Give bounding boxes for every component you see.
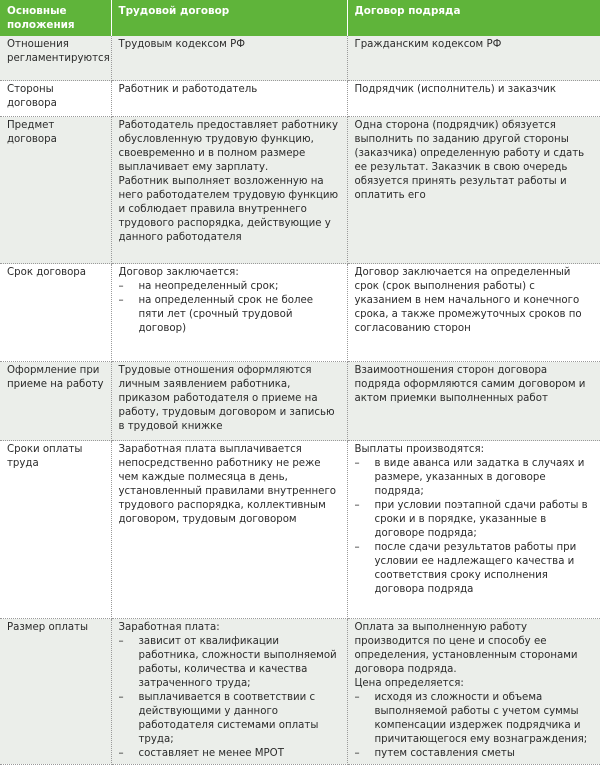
contract-cell: Одна сторона (подрядчик) обязуется выполнить по заданию другой стороны (заказчика) определенную работу и сдать ее результат. Заказчик в свою очередь обязуется принять результат работы и оплатить его <box>347 117 600 264</box>
list-item <box>119 635 342 691</box>
labor-cell <box>111 264 347 362</box>
table-row <box>0 117 600 264</box>
list-item-text: выплачивается в соответствии с действующими у данного работодателя системами оплаты труда; <box>138 691 319 745</box>
labor-cell: Трудовым кодексом РФ <box>111 36 347 81</box>
list-item-text: на неопределенный срок; <box>138 281 279 292</box>
row-label: Стороны договора <box>0 81 111 117</box>
labor-cell: Работник и работодатель <box>111 81 347 117</box>
list-item-text: зависит от квалификации работника, сложности выполняемой работы, количества и качества затраченного труда; <box>138 636 337 689</box>
list-item <box>119 294 342 336</box>
list-item <box>355 541 596 597</box>
list-item-text: при условии поэтапной сдачи работы в сроки и в порядке, указанные в договоре подряда; <box>374 499 588 539</box>
labor-cell: Заработная плата выплачивается непосредственно работнику не реже чем каждые полмесяца в день, установленный правилами внутреннего трудового распорядка, коллективным договором, трудовым договором <box>111 441 347 619</box>
contract-cell: Подрядчик (исполнитель) и заказчик <box>347 81 600 117</box>
list-item-text: в виде аванса или задатка в случаях и размере, указанных в договоре подряда; <box>374 458 585 497</box>
table-row <box>0 362 600 441</box>
bullet-dash: – <box>354 747 360 759</box>
contract-intro: Выплаты производятся: <box>354 444 485 456</box>
bullet-dash: – <box>354 458 360 469</box>
row-label: Сроки оплаты труда <box>0 441 111 619</box>
header-work-contract: Договор подряда <box>347 0 600 36</box>
bullet-dash: – <box>118 636 124 647</box>
header-main-provisions: Основные положения <box>0 0 111 36</box>
bullet-dash: – <box>354 541 360 553</box>
labor-cell: Трудовые отношения оформляются личным заявлением работника, приказом работодателя о приеме на работу, трудовым договором и записью в трудовой книжке <box>111 362 347 441</box>
row-label: Срок договора <box>0 264 111 362</box>
contract-paragraph: Оплата за выполненную работу производится по цене и способу ее определения, установленным сторонами договора подряда. <box>354 622 578 675</box>
row-label: Предмет договора <box>0 117 111 264</box>
row-label: Оформление при приеме на работу <box>0 362 111 441</box>
list-item <box>119 280 342 294</box>
contract-cell: Гражданским кодексом РФ <box>347 36 600 81</box>
contract-cell <box>347 441 600 619</box>
contract-cell: Взаимоотношения сторон договора подряда оформляются самим договором и актом приемки выполненных работ <box>347 362 600 441</box>
labor-intro: Договор заключается: <box>118 267 239 279</box>
list-item-text: на определенный срок не более пяти лет (срочный трудовой договор) <box>138 294 314 334</box>
table-row <box>0 441 600 619</box>
table-row <box>0 264 600 362</box>
list-item-text: путем составления сметы <box>374 747 515 759</box>
header-row <box>0 0 600 36</box>
contract-cell <box>347 619 600 765</box>
table-row <box>0 36 600 81</box>
list-item <box>119 691 342 747</box>
bullet-dash: – <box>354 499 360 511</box>
table-row <box>0 619 600 765</box>
list-item <box>355 499 596 541</box>
list-item-text: исходя из сложности и объема выполняемой работы с учетом суммы компенсации издержек подрядчика и причитающегося ему вознаграждения; <box>374 691 588 745</box>
list-item <box>119 747 342 761</box>
labor-paragraph: Работник выполняет возложенную на него работодателем трудовую функцию и соблюдает правила внутреннего трудового распорядка, действующие у данного работодателя <box>118 175 339 243</box>
table-row <box>0 81 600 117</box>
labor-paragraph: Работодатель предоставляет работнику обусловленную трудовую функцию, своевременно и в полном размере выплачивает ему зарплату. <box>118 120 338 173</box>
list-item-text: после сдачи результатов работы при условии ее надлежащего качества и соответствия сроку исполнения договора подряда <box>374 541 577 595</box>
list-item-text: составляет не менее МРОТ <box>138 747 284 759</box>
bullet-dash: – <box>118 747 124 759</box>
labor-intro: Заработная плата: <box>118 622 220 634</box>
labor-cell <box>111 117 347 264</box>
bullet-dash: – <box>118 691 124 703</box>
list-item <box>355 457 596 499</box>
list-item <box>355 691 596 747</box>
bullet-dash: – <box>354 691 360 703</box>
bullet-dash: – <box>118 294 124 306</box>
row-label: Отношения регламентируются <box>0 36 111 81</box>
contract-cell: Договор заключается на определенный срок (срок выполнения работы) с указанием в нем начального и конечного срока, а также промежуточных сроков по согласованию сторон <box>347 264 600 362</box>
header-labor-contract: Трудовой договор <box>111 0 347 36</box>
row-label: Размер оплаты <box>0 619 111 765</box>
labor-cell <box>111 619 347 765</box>
bullet-dash: – <box>118 281 124 292</box>
contract-intro: Цена определяется: <box>354 677 464 689</box>
list-item <box>355 747 596 761</box>
